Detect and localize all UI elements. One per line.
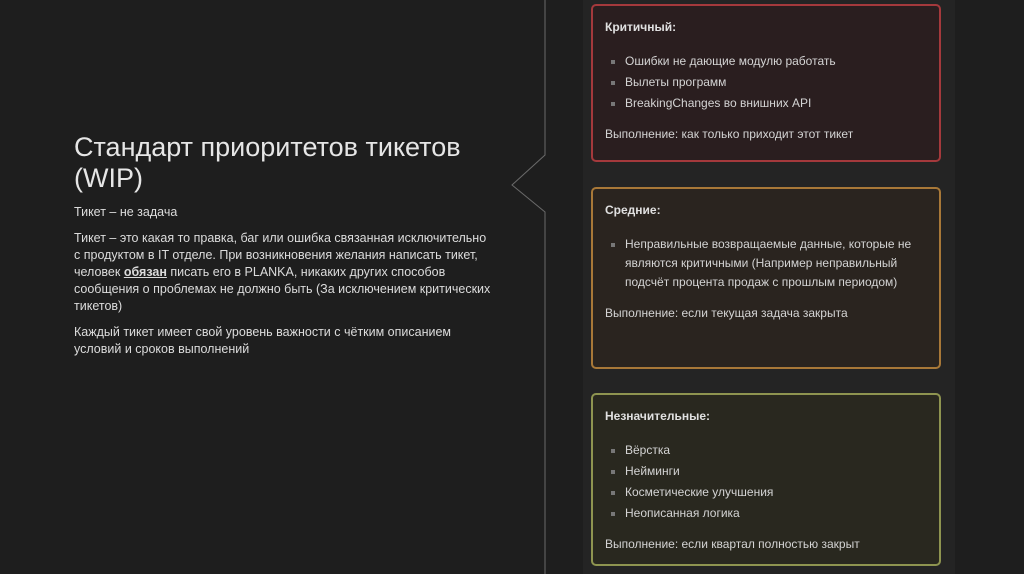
card-list [605, 52, 927, 113]
list-item: Неописанная логика [625, 504, 927, 523]
card-critical [591, 4, 941, 162]
card-title: Критичный: [605, 20, 677, 34]
list-item: Ошибки не дающие модулю работать [625, 52, 927, 71]
card-execution: Выполнение: если квартал полностью закрыт [605, 537, 860, 551]
page-title: Стандарт приоритетов тикетов (WIP) [74, 132, 461, 193]
list-item: BreakingChanges во внишних API [625, 94, 927, 113]
list-item: Косметические улучшения [625, 483, 927, 502]
list-item: Неправильные возвращаемые данные, которые не являются критичными (Например неправильный подсчёт процента продаж с прошлым периодом) [625, 235, 927, 292]
card-title: Незначительные: [605, 409, 710, 423]
intro-section [74, 132, 494, 367]
card-list [605, 235, 927, 292]
emphasis-text: обязан [123, 265, 167, 279]
card-minor [591, 393, 941, 566]
card-medium [591, 187, 941, 369]
card-list [605, 441, 927, 523]
paragraph-ticket-not-task: Тикет – не задача [74, 205, 178, 219]
paragraph-ticket-definition [74, 230, 494, 315]
card-execution: Выполнение: если текущая задача закрыта [605, 306, 848, 320]
list-item: Нейминги [625, 462, 927, 481]
card-title: Средние: [605, 203, 661, 217]
text: Тикет – это какая то правка, баг или ошибка связанная исключительно с продуктом в IT отделе. При возникновения желания написать тикет, человек [74, 231, 487, 279]
card-execution: Выполнение: как только приходит этот тикет [605, 127, 854, 141]
list-item: Вёрстка [625, 441, 927, 460]
list-item: Вылеты программ [625, 73, 927, 92]
paragraph-priority-levels: Каждый тикет имеет свой уровень важности с чётким описанием условий и сроков выполнений [74, 325, 452, 356]
text: писать его в PLANKA, никаких других способов сообщения о проблемах не должно быть (За исключением критических тикетов) [74, 265, 491, 313]
